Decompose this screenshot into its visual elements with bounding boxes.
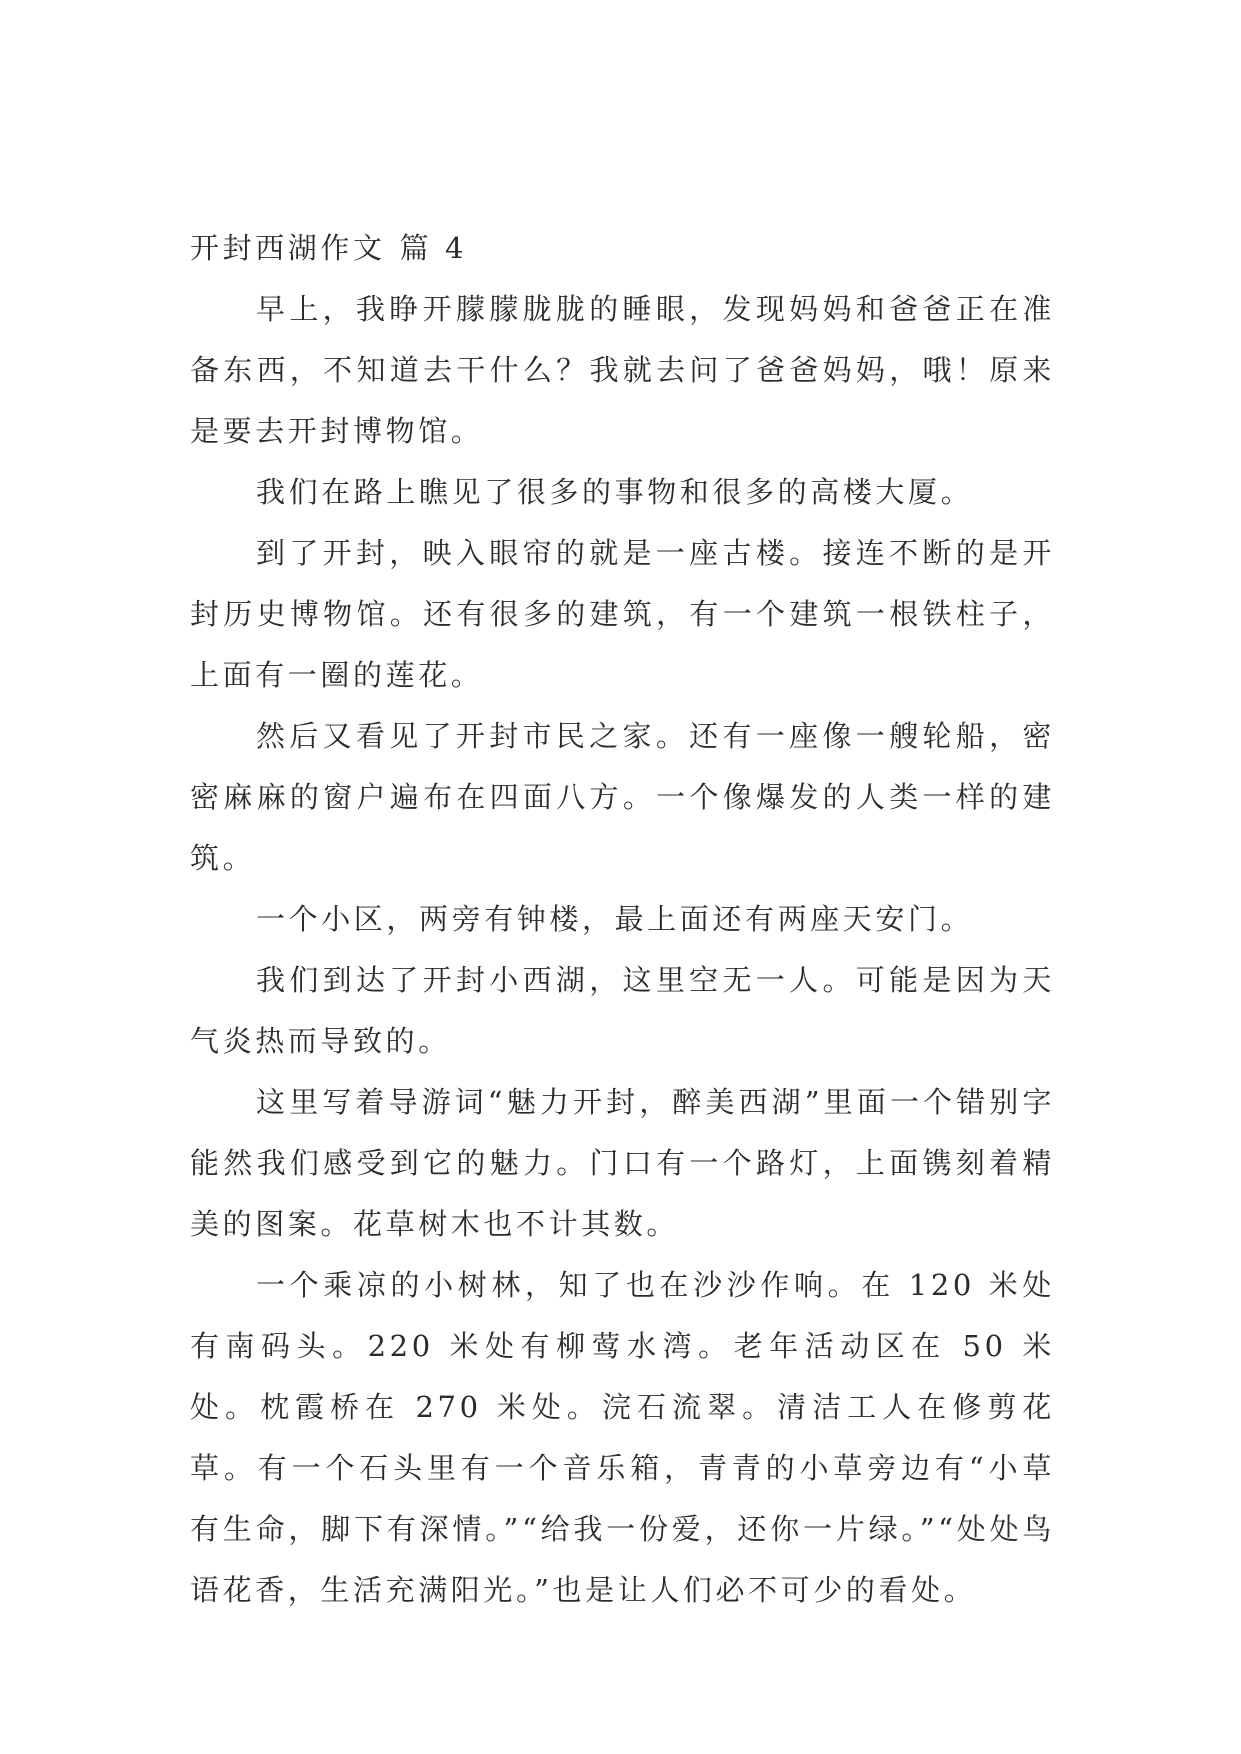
paragraph-1: 早上，我睁开朦朦胧胧的睡眼，发现妈妈和爸爸正在准备东西，不知道去干什么？我就去问了爸爸妈妈，哦！原来是要去开封博物馆。 [190, 292, 1055, 448]
section-label: 篇 4 [399, 231, 468, 265]
article-title [190, 218, 1055, 279]
paragraph-3: 到了开封，映入眼帘的就是一座古楼。接连不断的是开封历史博物馆。还有很多的建筑，有一个建筑一根铁柱子，上面有一圈的莲花。 [190, 536, 1055, 692]
paragraph-8: 一个乘凉的小树林，知了也在沙沙作响。在 120 米处有南码头。220 米处有柳莺水湾。老年活动区在 50 米处。枕霞桥在 270 米处。浣石流翠。清洁工人在修剪花草。有一个石头里有一个音乐箱，青青的小草旁边有“小草有生命，脚下有深情。”“给我一份爱，还你一片绿。”“处处鸟语花香，生活充满阳光。”也是让人们必不可少的看处。 [190, 1268, 1055, 1607]
paragraph-7: 这里写着导游词“魅力开封，醉美西湖”里面一个错别字能然我们感受到它的魅力。门口有一个路灯，上面镌刻着精美的图案。花草树木也不计其数。 [190, 1085, 1055, 1241]
paragraph-6: 我们到达了开封小西湖，这里空无一人。可能是因为天气炎热而导致的。 [190, 963, 1055, 1058]
title-text: 开封西湖作文 [190, 231, 386, 265]
paragraph-5: 一个小区，两旁有钟楼，最上面还有两座天安门。 [256, 902, 974, 936]
paragraph-4: 然后又看见了开封市民之家。还有一座像一艘轮船，密密麻麻的窗户遍布在四面八方。一个像爆发的人类一样的建筑。 [190, 719, 1055, 875]
article-body [190, 218, 1055, 1621]
paragraph-2: 我们在路上瞧见了很多的事物和很多的高楼大厦。 [256, 475, 974, 509]
